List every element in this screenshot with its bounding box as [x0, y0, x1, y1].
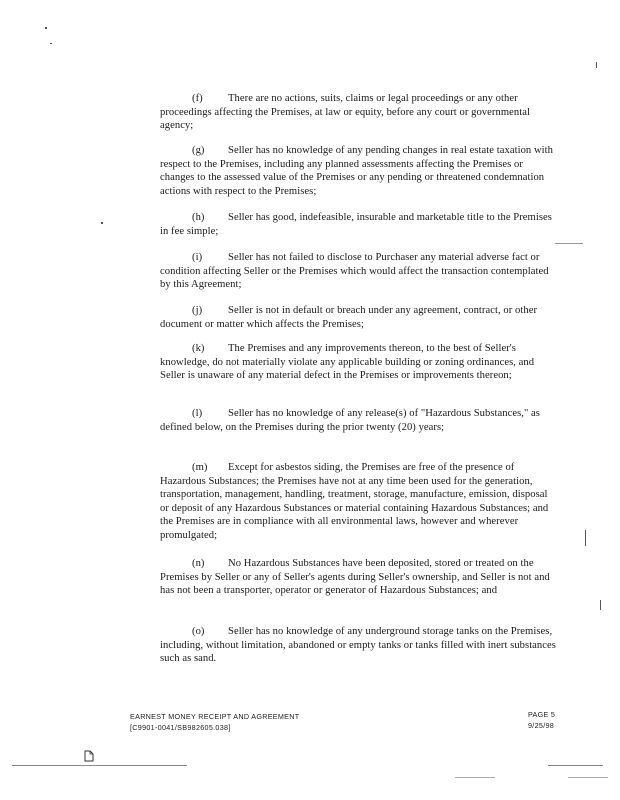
clause-text: Seller has good, indefeasible, insurable and marketable title to the Premises in fee simple;: [160, 212, 552, 237]
clause-f: [160, 92, 558, 133]
footer-date: 9/25/98: [528, 721, 555, 730]
scan-speck: [600, 600, 601, 610]
clause-label: (g): [192, 145, 205, 156]
clause-label: (f): [192, 93, 203, 104]
scan-line: [12, 765, 187, 766]
document-icon: [84, 750, 94, 762]
clause-text: There are no actions, suits, claims or legal proceedings or any other proceedings affecting the Premises, at law or equity, before any court or governmental agency;: [160, 93, 530, 132]
clause-label: (j): [192, 305, 203, 316]
clause-n: [160, 557, 558, 598]
footer-page-number: PAGE 5: [528, 710, 556, 719]
scan-speck: [50, 43, 52, 44]
clause-text: Seller has no knowledge of any release(s) of "Hazardous Substances," as defined below, on the Premises during the prior twenty (20) years;: [160, 408, 540, 433]
clause-text: Except for asbestos siding, the Premises are free of the presence of Hazardous Substances; the Premises have not at any time been used for the generation, transportation, management, handling, treatment, storage, manufacture, emission, disposal or deposit of any Hazardous Substances or material containing Hazardous Substances; and the Premises are in compliance with all environmental laws, however and wherever promulgated;: [160, 462, 549, 541]
scan-speck: [101, 222, 103, 224]
clause-i: [160, 251, 558, 292]
scan-speck: [45, 27, 47, 29]
clause-j: [160, 304, 558, 331]
scan-line: [548, 765, 603, 766]
clause-text: Seller has not failed to disclose to Purchaser any material adverse fact or condition affecting Seller or the Premises which would affect the transaction contemplated by this Agreement;: [160, 252, 549, 291]
clause-k: [160, 342, 558, 383]
scan-line: [555, 243, 583, 244]
clause-text: Seller is not in default or breach under any agreement, contract, or other document or matter which affects the Premises;: [160, 305, 538, 330]
clause-text: Seller has no knowledge of any underground storage tanks on the Premises, including, without limitation, abandoned or empty tanks or tanks filled with inert substances such as sand.: [160, 626, 556, 665]
clause-label: (l): [192, 408, 203, 419]
clause-label: (h): [192, 212, 205, 223]
clause-text: The Premises and any improvements thereon, to the best of Seller's knowledge, do not materially violate any applicable building or zoning ordinances, and Seller is unaware of any material defect in the Premises or improvements thereon;: [160, 343, 535, 382]
clause-label: (n): [192, 558, 205, 569]
clause-label: (i): [192, 252, 203, 263]
clause-m: [160, 461, 558, 543]
clause-l: [160, 407, 558, 434]
clause-h: [160, 211, 558, 238]
clause-o: [160, 625, 558, 666]
scan-speck: [585, 530, 586, 546]
scan-speck: [596, 62, 597, 68]
clause-label: (k): [192, 343, 205, 354]
scan-line: [568, 777, 608, 778]
clause-label: (m): [192, 462, 208, 473]
clause-text: Seller has no knowledge of any pending changes in real estate taxation with respect to the Premises, including any planned assessments affecting the Premises or changes to the assessed value of the Premises or any pending or threatened condemnation actions with respect to the Premises;: [160, 145, 553, 197]
clause-g: [160, 144, 558, 198]
footer-doc-ref: [C9901-0041/SB982605.038]: [130, 723, 231, 732]
scan-line: [455, 777, 495, 778]
footer-doc-title: EARNEST MONEY RECEIPT AND AGREEMENT: [130, 712, 300, 721]
clause-text: No Hazardous Substances have been deposited, stored or treated on the Premises by Seller or any of Seller's agents during Seller's ownership, and Seller is not and has not been a transporter, operator or generator of Hazardous Substances; and: [160, 558, 550, 597]
clause-label: (o): [192, 626, 205, 637]
